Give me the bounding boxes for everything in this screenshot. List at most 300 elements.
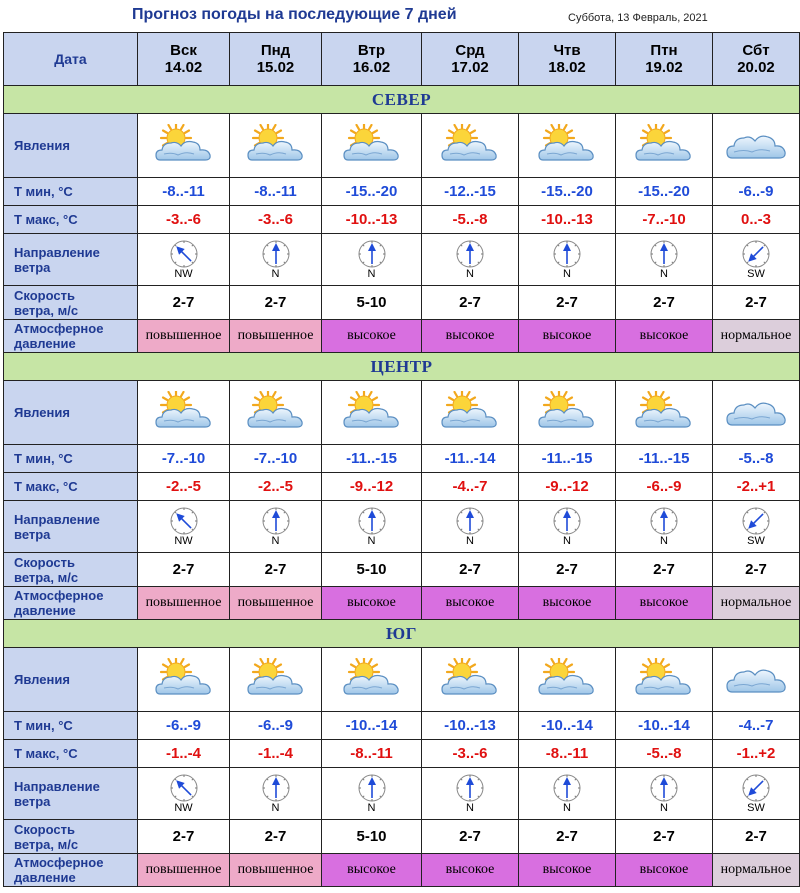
forecast-table <box>3 32 800 887</box>
compass-icon <box>138 507 229 535</box>
day-name: Вск <box>170 42 197 59</box>
pressure-text: высокое <box>347 595 396 610</box>
page-header <box>0 0 800 32</box>
wind-dir-text: NW <box>174 534 193 547</box>
tmax-value <box>322 740 422 768</box>
sun-cloud-icon <box>322 658 421 702</box>
pressure-text: высокое <box>639 862 689 877</box>
wind-dir-label <box>4 768 138 820</box>
phenomena-label-text: Явления <box>14 405 70 420</box>
wind-speed-value <box>138 820 230 854</box>
tmin-text: -6..-9 <box>738 183 774 200</box>
wind-dir-label <box>4 234 138 286</box>
pressure-label <box>4 587 138 620</box>
pressure-text: высокое <box>347 328 396 343</box>
tmin-text: -11..-15 <box>541 450 593 467</box>
tmax-text: -2..+1 <box>736 478 776 495</box>
weather-cell <box>713 381 800 445</box>
pressure-label <box>4 320 138 353</box>
day-header <box>138 33 230 86</box>
tmax-label <box>4 206 138 234</box>
tmax-value <box>616 206 713 234</box>
tmax-label-text: Т макс, °С <box>14 479 78 494</box>
pressure-value <box>616 587 713 620</box>
wind-dir-text: N <box>466 534 474 547</box>
tmin-value <box>422 178 519 206</box>
wind-dir-cell <box>616 768 713 820</box>
tmin-value <box>230 712 322 740</box>
day-header <box>322 33 422 86</box>
region-name: ЦЕНТР <box>370 356 433 376</box>
pressure-label-text: Атмосферное <box>14 321 104 336</box>
region-row <box>4 86 800 114</box>
tmin-value <box>519 445 616 473</box>
pressure-label-text-2: давление <box>14 603 76 618</box>
day-name: Птн <box>650 42 678 59</box>
wind-speed-text: 2-7 <box>653 828 675 845</box>
tmin-text: -12..-15 <box>444 183 496 200</box>
pressure-value <box>322 854 422 887</box>
wind-speed-text: 2-7 <box>172 828 195 845</box>
weather-cell <box>616 648 713 712</box>
phenomena-row <box>4 114 800 178</box>
wind-dir-cell <box>519 768 616 820</box>
tmin-value <box>322 712 422 740</box>
current-date: Суббота, 13 Февраль, 2021 <box>568 12 708 24</box>
tmin-value <box>519 178 616 206</box>
tmin-value <box>138 445 230 473</box>
pressure-label-text: Атмосферное <box>14 588 104 603</box>
tmin-value <box>138 712 230 740</box>
wind-dir-text: N <box>563 534 571 547</box>
sun-cloud-icon <box>322 124 421 168</box>
wind-speed-text: 2-7 <box>172 294 195 311</box>
tmin-value <box>616 178 713 206</box>
wind-speed-text: 2-7 <box>172 561 195 578</box>
wind-dir-cell <box>713 234 800 286</box>
wind-speed-value <box>230 820 322 854</box>
tmax-value <box>713 473 800 501</box>
tmin-label-text: Т мин, °С <box>14 718 73 733</box>
tmin-text: -15..-20 <box>541 183 593 200</box>
tmin-text: -5..-8 <box>738 450 774 467</box>
weather-cell <box>422 381 519 445</box>
region-title <box>4 86 800 114</box>
tmax-value <box>138 206 230 234</box>
wind-dir-text: N <box>271 267 280 280</box>
weather-cell <box>713 648 800 712</box>
wind-speed-value <box>322 553 422 587</box>
region-row <box>4 353 800 381</box>
wind-dir-text: NW <box>174 801 193 814</box>
wind-speed-value <box>519 820 616 854</box>
compass-icon <box>422 774 518 802</box>
wind-dir-cell <box>230 768 322 820</box>
tmax-value <box>322 473 422 501</box>
wind-dir-text: N <box>271 534 280 547</box>
tmax-text: -10..-13 <box>541 211 593 228</box>
compass-icon <box>616 507 712 535</box>
tmax-text: -8..-11 <box>350 745 393 762</box>
wind-dir-row <box>4 501 800 553</box>
sun-cloud-icon <box>422 391 518 435</box>
wind-dir-row <box>4 768 800 820</box>
day-name: Сбт <box>742 42 770 59</box>
pressure-value <box>230 587 322 620</box>
weather-cell <box>230 648 322 712</box>
weather-cell <box>230 114 322 178</box>
wind-dir-text: SW <box>747 801 765 814</box>
compass-icon <box>138 774 229 802</box>
pressure-value <box>422 587 519 620</box>
tmin-text: -10..-14 <box>345 717 398 734</box>
compass-icon <box>713 774 799 802</box>
wind-dir-text: SW <box>747 267 765 280</box>
wind-speed-label-text: Скорость <box>14 821 75 837</box>
pressure-value <box>230 320 322 353</box>
tmin-row <box>4 178 800 206</box>
wind-dir-cell <box>322 768 422 820</box>
sun-cloud-icon <box>519 124 615 168</box>
tmin-value <box>616 445 713 473</box>
day-header <box>616 33 713 86</box>
tmax-text: -1..-4 <box>257 745 293 762</box>
tmax-row <box>4 473 800 501</box>
day-date: 19.02 <box>645 59 683 76</box>
pressure-text: повышенное <box>237 328 314 343</box>
date-row <box>4 33 800 86</box>
pressure-value <box>519 320 616 353</box>
compass-icon <box>519 240 615 268</box>
region-row <box>4 620 800 648</box>
tmin-label <box>4 178 138 206</box>
wind-dir-label <box>4 501 138 553</box>
tmin-text: -15..-20 <box>638 183 690 200</box>
tmax-text: -5..-8 <box>646 745 682 762</box>
tmax-text: 0..-3 <box>740 211 771 228</box>
tmax-value <box>230 206 322 234</box>
sun-cloud-icon <box>230 124 321 168</box>
region-title <box>4 620 800 648</box>
tmin-value <box>616 712 713 740</box>
sun-cloud-icon <box>422 124 518 168</box>
day-date: 15.02 <box>256 59 295 76</box>
phenomena-row <box>4 381 800 445</box>
wind-dir-cell <box>519 234 616 286</box>
date-label-text: Дата <box>54 51 87 67</box>
tmin-label-text: Т мин, °С <box>14 451 73 466</box>
phenomena-label <box>4 648 138 712</box>
wind-dir-cell <box>230 501 322 553</box>
compass-icon <box>230 507 321 535</box>
pressure-text: нормальное <box>720 862 792 877</box>
tmax-value <box>230 473 322 501</box>
region-title <box>4 353 800 381</box>
pressure-text: высокое <box>347 862 396 877</box>
phenomena-row <box>4 648 800 712</box>
pressure-text: высокое <box>639 328 689 343</box>
tmax-text: -10..-13 <box>345 211 398 228</box>
wind-dir-cell <box>322 234 422 286</box>
wind-dir-text: SW <box>747 534 765 547</box>
compass-icon <box>422 507 518 535</box>
region-name: ЮГ <box>386 623 417 643</box>
sun-cloud-icon <box>519 658 615 702</box>
pressure-label-text-2: давление <box>14 336 76 351</box>
wind-speed-text: 2-7 <box>653 561 675 578</box>
tmax-value <box>616 740 713 768</box>
wind-speed-label-text-2: ветра, м/с <box>14 302 79 318</box>
tmax-row <box>4 206 800 234</box>
wind-speed-value <box>519 286 616 320</box>
tmax-row <box>4 740 800 768</box>
weather-cell <box>422 648 519 712</box>
wind-dir-row <box>4 234 800 286</box>
day-header <box>422 33 519 86</box>
pressure-value <box>422 320 519 353</box>
phenomena-label <box>4 114 138 178</box>
tmin-text: -6..-9 <box>257 717 293 734</box>
tmin-label <box>4 445 138 473</box>
tmax-text: -1..+2 <box>736 745 776 762</box>
day-name: Срд <box>455 42 485 59</box>
day-date: 18.02 <box>548 59 586 76</box>
wind-dir-text: N <box>466 801 474 814</box>
wind-speed-text: 2-7 <box>264 828 287 845</box>
weather-cell <box>519 648 616 712</box>
phenomena-label-text: Явления <box>14 672 70 687</box>
wind-speed-text: 5-10 <box>356 294 387 311</box>
sun-cloud-icon <box>422 658 518 702</box>
wind-dir-cell <box>616 501 713 553</box>
tmax-value <box>422 206 519 234</box>
wind-speed-value <box>616 553 713 587</box>
day-name: Втр <box>357 42 386 59</box>
sun-cloud-icon <box>230 391 321 435</box>
page-title: Прогноз погоды на последующие 7 дней <box>132 6 457 23</box>
weather-cell <box>230 381 322 445</box>
wind-dir-text: N <box>466 267 474 280</box>
tmax-value <box>519 740 616 768</box>
region-name: СЕВЕР <box>371 89 432 109</box>
wind-speed-row <box>4 820 800 854</box>
tmin-text: -7..-10 <box>253 450 298 467</box>
tmin-value <box>230 178 322 206</box>
wind-speed-text: 2-7 <box>556 561 578 578</box>
wind-speed-text: 2-7 <box>459 294 481 311</box>
tmax-text: -8..-11 <box>545 745 589 762</box>
compass-icon <box>519 774 615 802</box>
wind-dir-label-text: Направление <box>14 778 100 794</box>
wind-speed-value <box>616 286 713 320</box>
tmin-text: -8..-11 <box>254 183 297 200</box>
weather-cell <box>519 114 616 178</box>
tmax-text: -6..-9 <box>646 478 682 495</box>
wind-speed-text: 2-7 <box>459 561 481 578</box>
tmin-text: -11..-14 <box>444 450 496 467</box>
pressure-text: повышенное <box>145 595 222 610</box>
pressure-value <box>138 587 230 620</box>
compass-icon <box>322 774 421 802</box>
tmax-text: -9..-12 <box>349 478 394 495</box>
wind-speed-value <box>519 553 616 587</box>
wind-dir-text: N <box>660 801 668 814</box>
cloud-icon <box>713 658 799 702</box>
tmax-value <box>138 473 230 501</box>
tmin-text: -11..-15 <box>346 450 397 467</box>
wind-speed-text: 5-10 <box>356 828 387 845</box>
wind-speed-label <box>4 286 138 320</box>
tmax-value <box>713 740 800 768</box>
wind-dir-text: NW <box>174 267 193 280</box>
weather-cell <box>322 381 422 445</box>
tmin-row <box>4 712 800 740</box>
compass-icon <box>230 240 321 268</box>
wind-speed-text: 2-7 <box>745 294 767 311</box>
wind-dir-label-text-2: ветра <box>14 526 51 542</box>
tmax-label-text: Т макс, °С <box>14 212 78 227</box>
wind-speed-text: 5-10 <box>356 561 387 578</box>
wind-speed-label-text: Скорость <box>14 554 75 570</box>
tmin-text: -7..-10 <box>161 450 206 467</box>
wind-speed-value <box>713 553 800 587</box>
tmax-text: -3..-6 <box>257 211 293 228</box>
wind-speed-value <box>138 286 230 320</box>
tmax-value <box>713 206 800 234</box>
weather-cell <box>713 114 800 178</box>
tmin-text: -8..-11 <box>162 183 205 200</box>
wind-dir-text: N <box>660 267 668 280</box>
pressure-text: повышенное <box>237 862 314 877</box>
tmin-row <box>4 445 800 473</box>
tmax-label-text: Т макс, °С <box>14 746 78 761</box>
tmin-value <box>713 445 800 473</box>
tmax-text: -2..-5 <box>165 478 201 495</box>
phenomena-label <box>4 381 138 445</box>
compass-icon <box>616 240 712 268</box>
wind-speed-value <box>422 820 519 854</box>
compass-icon <box>138 240 229 268</box>
wind-speed-value <box>230 553 322 587</box>
compass-icon <box>519 507 615 535</box>
pressure-row <box>4 320 800 353</box>
tmin-text: -10..-14 <box>638 717 690 734</box>
compass-icon <box>322 240 421 268</box>
wind-speed-label-text-2: ветра, м/с <box>14 836 79 852</box>
weather-cell <box>519 381 616 445</box>
pressure-value <box>322 587 422 620</box>
compass-icon <box>713 507 799 535</box>
wind-dir-cell <box>713 501 800 553</box>
pressure-text: повышенное <box>237 595 314 610</box>
wind-dir-cell <box>138 768 230 820</box>
tmax-value <box>616 473 713 501</box>
sun-cloud-icon <box>616 391 712 435</box>
wind-speed-text: 2-7 <box>556 294 578 311</box>
wind-speed-label <box>4 820 138 854</box>
tmin-value <box>713 178 800 206</box>
wind-dir-text: N <box>563 801 571 814</box>
wind-speed-row <box>4 286 800 320</box>
pressure-value <box>519 854 616 887</box>
weather-cell <box>322 114 422 178</box>
wind-speed-label-text-2: ветра, м/с <box>14 569 79 585</box>
wind-dir-cell <box>422 501 519 553</box>
pressure-label <box>4 854 138 887</box>
weather-cell <box>616 381 713 445</box>
tmin-value <box>422 712 519 740</box>
pressure-value <box>138 320 230 353</box>
sun-cloud-icon <box>138 658 229 702</box>
tmin-text: -6..-9 <box>165 717 201 734</box>
weather-cell <box>138 114 230 178</box>
wind-dir-cell <box>422 234 519 286</box>
pressure-row <box>4 854 800 887</box>
tmax-text: -9..-12 <box>545 478 589 495</box>
wind-speed-value <box>713 286 800 320</box>
pressure-value <box>616 854 713 887</box>
tmax-text: -5..-8 <box>452 211 488 228</box>
pressure-text: высокое <box>445 862 495 877</box>
wind-speed-label-text: Скорость <box>14 287 75 303</box>
wind-dir-text: N <box>660 534 668 547</box>
wind-dir-cell <box>713 768 800 820</box>
compass-icon <box>713 240 799 268</box>
wind-speed-value <box>322 820 422 854</box>
tmin-value <box>519 712 616 740</box>
pressure-text: высокое <box>639 595 689 610</box>
sun-cloud-icon <box>138 124 229 168</box>
pressure-value <box>230 854 322 887</box>
cloud-icon <box>713 124 799 168</box>
wind-dir-text: N <box>367 801 376 814</box>
tmax-text: -3..-6 <box>165 211 201 228</box>
tmin-value <box>422 445 519 473</box>
wind-speed-text: 2-7 <box>556 828 578 845</box>
tmax-value <box>519 206 616 234</box>
cloud-icon <box>713 391 799 435</box>
wind-dir-cell <box>422 768 519 820</box>
pressure-label-text-2: давление <box>14 870 76 885</box>
compass-icon <box>422 240 518 268</box>
pressure-text: высокое <box>542 328 592 343</box>
tmax-value <box>138 740 230 768</box>
tmin-text: -15..-20 <box>345 183 398 200</box>
weather-cell <box>322 648 422 712</box>
weather-cell <box>616 114 713 178</box>
wind-dir-text: N <box>367 534 376 547</box>
day-name: Чтв <box>553 42 581 59</box>
wind-dir-cell <box>322 501 422 553</box>
wind-dir-label-text-2: ветра <box>14 793 51 809</box>
wind-speed-text: 2-7 <box>264 561 287 578</box>
wind-speed-text: 2-7 <box>745 828 767 845</box>
sun-cloud-icon <box>230 658 321 702</box>
wind-dir-text: N <box>367 267 376 280</box>
wind-speed-value <box>322 286 422 320</box>
sun-cloud-icon <box>519 391 615 435</box>
tmin-value <box>322 445 422 473</box>
day-header <box>230 33 322 86</box>
tmin-text: -11..-15 <box>638 450 690 467</box>
day-header <box>713 33 800 86</box>
wind-speed-value <box>616 820 713 854</box>
tmin-text: -10..-14 <box>541 717 593 734</box>
forecast-table-body <box>4 33 800 887</box>
wind-dir-text: N <box>271 801 280 814</box>
pressure-text: высокое <box>445 595 495 610</box>
tmax-text: -7..-10 <box>642 211 686 228</box>
